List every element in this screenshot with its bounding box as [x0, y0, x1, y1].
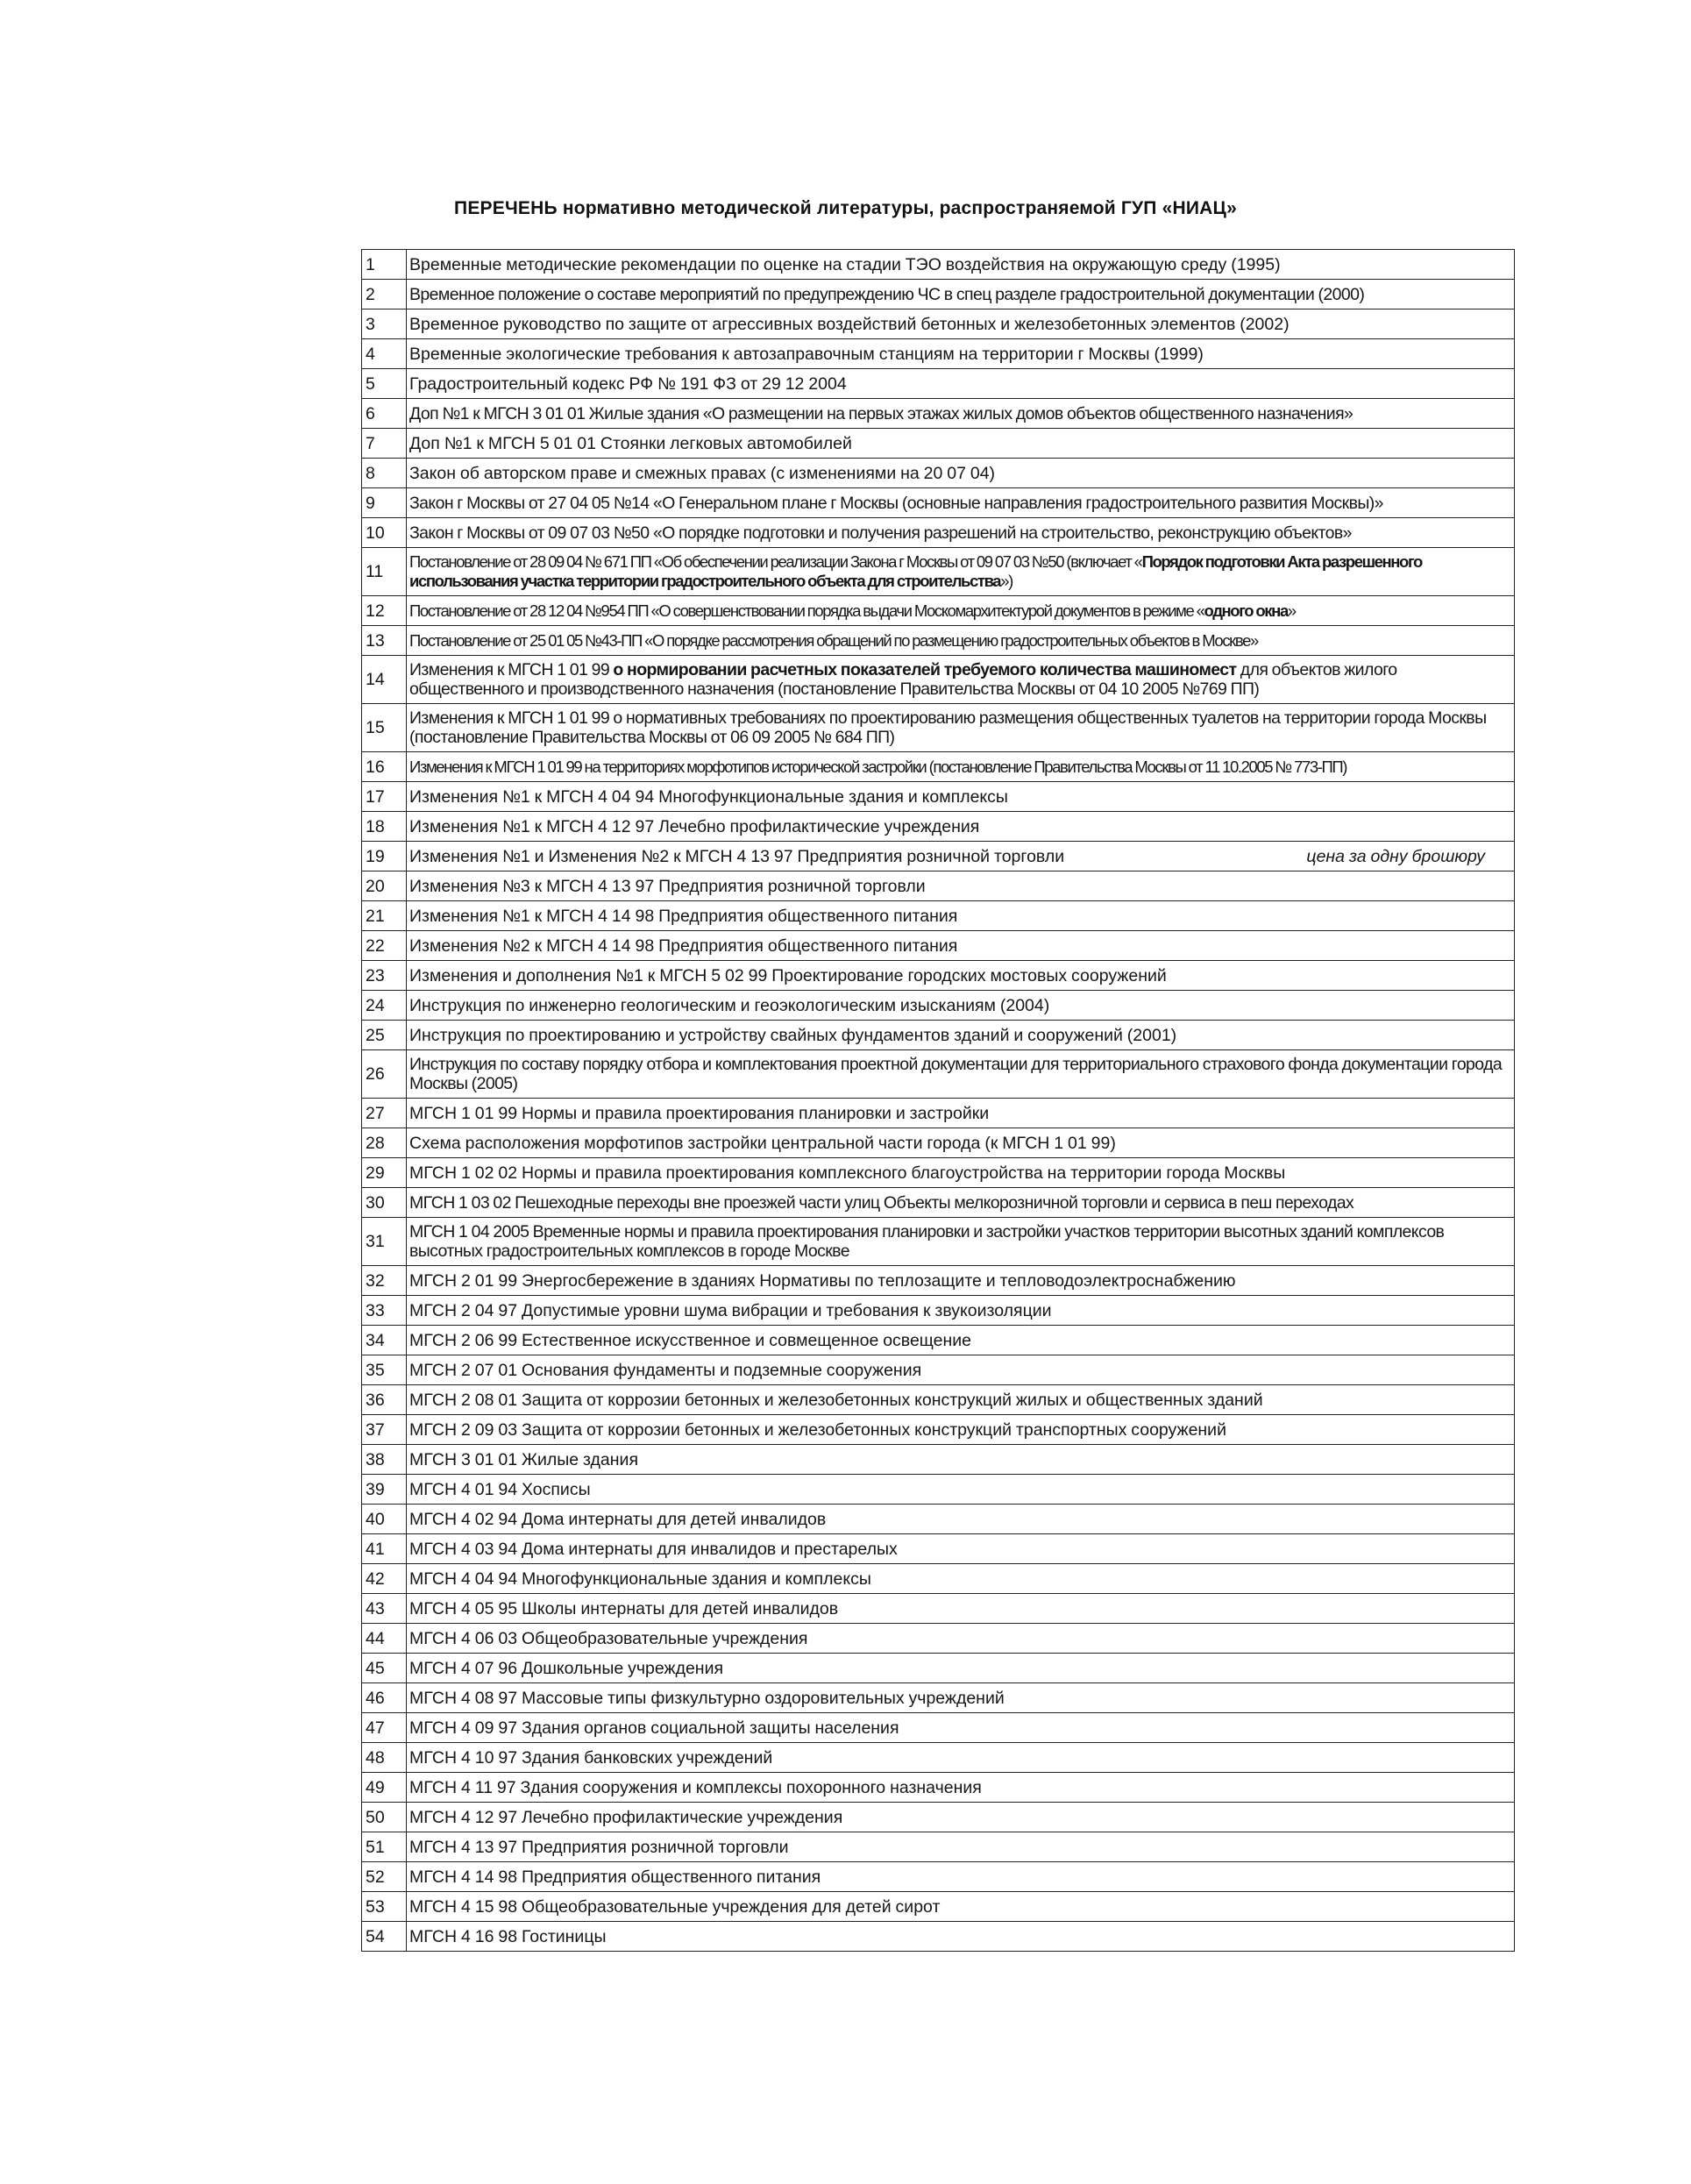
row-title-text: МГСН 4 16 98 Гостиницы: [409, 1926, 607, 1946]
table-row: [362, 1892, 1515, 1922]
table-row: [362, 1624, 1515, 1654]
literature-table-body: [362, 250, 1515, 1952]
row-number: 46: [362, 1683, 407, 1713]
row-number: 24: [362, 991, 407, 1021]
row-number: 54: [362, 1922, 407, 1952]
row-number: 27: [362, 1099, 407, 1128]
table-row: [362, 1266, 1515, 1296]
row-title-text: Инструкция по инженерно геологическим и геоэкологическим изысканиям (2004): [409, 995, 1050, 1015]
row-title: [407, 1803, 1515, 1832]
row-number: 45: [362, 1654, 407, 1683]
row-title: [407, 812, 1515, 842]
row-title-emphasis: о нормировании расчетных показателей требуемого количества машиномест: [613, 660, 1237, 679]
row-title: [407, 1355, 1515, 1385]
table-row: [362, 812, 1515, 842]
row-title: [407, 1654, 1515, 1683]
row-title-text: МГСН 4 06 03 Общеобразовательные учреждения: [409, 1628, 808, 1648]
table-row: [362, 1803, 1515, 1832]
row-title-text: МГСН 4 10 97 Здания банковских учреждений: [409, 1747, 773, 1768]
row-title-text: Временное положение о составе мероприятий по предупреждению ЧС в спец разделе градостроительной документации (2000): [409, 284, 1365, 304]
row-number: 41: [362, 1534, 407, 1564]
row-number: 19: [362, 842, 407, 871]
row-title-text: МГСН 2 08 01 Защита от коррозии бетонных и железобетонных конструкций жилых и общественных зданий: [409, 1390, 1263, 1410]
row-title: [407, 1564, 1515, 1594]
table-row: [362, 991, 1515, 1021]
row-title: [407, 280, 1515, 309]
row-title-text: МГСН 1 03 02 Пешеходные переходы вне проезжей части улиц Объекты мелкорозничной торговли и сервиса в пеш переходах: [409, 1192, 1354, 1213]
table-row: [362, 1922, 1515, 1952]
table-row: [362, 1355, 1515, 1385]
row-title: [407, 1050, 1515, 1099]
row-number: 44: [362, 1624, 407, 1654]
row-number: 25: [362, 1021, 407, 1050]
row-title-text: МГСН 2 01 99 Энергосбережение в зданиях Нормативы по теплозащите и тепловодоэлектроснабжению: [409, 1270, 1236, 1291]
row-title: [407, 656, 1515, 704]
row-title: [407, 429, 1515, 459]
row-number: 39: [362, 1475, 407, 1505]
row-title-text: МГСН 4 04 94 Многофункциональные здания и комплексы: [409, 1569, 871, 1589]
table-row: [362, 1385, 1515, 1415]
row-number: 26: [362, 1050, 407, 1099]
table-row: [362, 961, 1515, 991]
row-title: [407, 1158, 1515, 1188]
row-number: 47: [362, 1713, 407, 1743]
row-title-text: Изменения к МГСН 1 01 99: [409, 660, 614, 679]
row-number: 52: [362, 1862, 407, 1892]
row-title: [407, 596, 1515, 626]
row-title: [407, 991, 1515, 1021]
row-number: 38: [362, 1445, 407, 1475]
row-number: 20: [362, 871, 407, 901]
row-number: 34: [362, 1326, 407, 1355]
row-title: [407, 1385, 1515, 1415]
table-row: [362, 1158, 1515, 1188]
row-number: 14: [362, 656, 407, 704]
row-title-text: Временные методические рекомендации по оценке на стадии ТЭО воздействия на окружающую среду (1995): [409, 254, 1281, 274]
row-title: [407, 1892, 1515, 1922]
table-row: [362, 339, 1515, 369]
row-title: [407, 1862, 1515, 1892]
table-row: [362, 626, 1515, 656]
table-row: [362, 1445, 1515, 1475]
table-row: [362, 429, 1515, 459]
row-title-text: МГСН 1 04 2005 Временные нормы и правила проектирования планировки и застройки участков территории высотных зданий комплексов высотных градостроительных комплексов в городе Москве: [409, 1222, 1445, 1261]
table-row: [362, 1743, 1515, 1773]
row-title: [407, 488, 1515, 518]
table-row: [362, 752, 1515, 782]
row-number: 31: [362, 1218, 407, 1266]
row-number: 4: [362, 339, 407, 369]
row-number: 3: [362, 309, 407, 339]
row-title: [407, 752, 1515, 782]
table-row: [362, 1021, 1515, 1050]
row-title-text: МГСН 4 15 98 Общеобразовательные учреждения для детей сирот: [409, 1896, 941, 1917]
row-title: [407, 1218, 1515, 1266]
row-number: 51: [362, 1832, 407, 1862]
table-row: [362, 1713, 1515, 1743]
row-title: [407, 1266, 1515, 1296]
row-title: [407, 901, 1515, 931]
row-title-text: МГСН 2 07 01 Основания фундаменты и подземные сооружения: [409, 1360, 922, 1380]
row-title-text: МГСН 4 09 97 Здания органов социальной защиты населения: [409, 1718, 899, 1738]
row-title-text: МГСН 4 14 98 Предприятия общественного питания: [409, 1867, 821, 1887]
row-title-text: МГСН 4 11 97 Здания сооружения и комплексы похоронного назначения: [409, 1777, 982, 1797]
literature-table: [361, 249, 1515, 1952]
row-number: 15: [362, 704, 407, 752]
row-title: [407, 626, 1515, 656]
row-title-text: Инструкция по проектированию и устройству свайных фундаментов зданий и сооружений (2001): [409, 1025, 1177, 1045]
row-number: 42: [362, 1564, 407, 1594]
row-title-text: Закон г Москвы от 09 07 03 №50 «О порядке подготовки и получения разрешений на строительство, реконструкцию объектов»: [409, 523, 1352, 543]
row-title-text: МГСН 4 07 96 Дошкольные учреждения: [409, 1658, 724, 1678]
row-title-text: Постановление от 28 12 04 №954 ПП «О совершенствовании порядка выдачи Москомархитектурой документов в режиме «: [409, 601, 1204, 620]
row-title: [407, 309, 1515, 339]
row-title-text: Изменения к МГСН 1 01 99 на территориях морфотипов исторической застройки (постановление Правительства Москвы от 11 10.2005 № 773-ПП): [409, 757, 1347, 776]
row-number: 33: [362, 1296, 407, 1326]
row-title-text: МГСН 1 01 99 Нормы и правила проектирования планировки и застройки: [409, 1103, 990, 1123]
row-title: [407, 961, 1515, 991]
row-number: 36: [362, 1385, 407, 1415]
table-row: [362, 1475, 1515, 1505]
row-title: [407, 1505, 1515, 1534]
table-row: [362, 596, 1515, 626]
table-row: [362, 399, 1515, 429]
row-title-text: МГСН 2 09 03 Защита от коррозии бетонных и железобетонных конструкций транспортных сооружений: [409, 1419, 1226, 1440]
row-title: [407, 1296, 1515, 1326]
row-number: 35: [362, 1355, 407, 1385]
table-row: [362, 369, 1515, 399]
row-title-text: Изменения №2 к МГСН 4 14 98 Предприятия общественного питания: [409, 935, 958, 956]
row-number: 40: [362, 1505, 407, 1534]
row-title: [407, 1188, 1515, 1218]
row-number: 29: [362, 1158, 407, 1188]
document-title: ПЕРЕЧЕНЬ нормативно методической литературы, распространяемой ГУП «НИАЦ»: [454, 198, 1237, 218]
row-number: 5: [362, 369, 407, 399]
table-row: [362, 548, 1515, 596]
row-title-text: МГСН 2 04 97 Допустимые уровни шума вибрации и требования к звукоизоляции: [409, 1300, 1052, 1320]
row-number: 6: [362, 399, 407, 429]
row-title-text: МГСН 4 05 95 Школы интернаты для детей инвалидов: [409, 1598, 839, 1618]
row-title: [407, 1099, 1515, 1128]
row-title-text: Закон об авторском праве и смежных правах (с изменениями на 20 07 04): [409, 463, 996, 483]
table-row: [362, 1188, 1515, 1218]
row-title-text: Изменения №3 к МГСН 4 13 97 Предприятия розничной торговли: [409, 876, 926, 896]
row-title-suffix: »): [1000, 572, 1012, 590]
row-title-text: Закон г Москвы от 27 04 05 №14 «О Генеральном плане г Москвы (основные направления градостроительного развития Москвы)»: [409, 493, 1383, 513]
table-row: [362, 518, 1515, 548]
table-row: [362, 1564, 1515, 1594]
table-row: [362, 1832, 1515, 1862]
row-title-text: МГСН 1 02 02 Нормы и правила проектирования комплексного благоустройства на территории города Москвы: [409, 1163, 1286, 1183]
row-title-suffix: »: [1287, 601, 1296, 620]
row-title: [407, 548, 1515, 596]
row-title: [407, 1534, 1515, 1564]
row-title-text: Изменения и дополнения №1 к МГСН 5 02 99 Проектирование городских мостовых сооружений: [409, 965, 1167, 985]
row-title: [407, 1743, 1515, 1773]
row-title-text: Доп №1 к МГСН 3 01 01 Жилые здания «О размещении на первых этажах жилых домов объектов общественного назначения»: [409, 403, 1354, 423]
row-number: 53: [362, 1892, 407, 1922]
row-title: [407, 339, 1515, 369]
table-row: [362, 842, 1515, 871]
table-row: [362, 1326, 1515, 1355]
row-title-text: Постановление от 25 01 05 №43-ПП «О порядке рассмотрения обращений по размещению градостроительных объектов в Москве»: [409, 630, 1258, 650]
row-number: 32: [362, 1266, 407, 1296]
table-row: [362, 309, 1515, 339]
row-title: [407, 1326, 1515, 1355]
row-number: 21: [362, 901, 407, 931]
row-number: 49: [362, 1773, 407, 1803]
table-row: [362, 1218, 1515, 1266]
row-number: 48: [362, 1743, 407, 1773]
row-title: [407, 931, 1515, 961]
row-number: 7: [362, 429, 407, 459]
row-title: [407, 369, 1515, 399]
table-row: [362, 1128, 1515, 1158]
row-title-text: МГСН 4 08 97 Массовые типы физкультурно оздоровительных учреждений: [409, 1688, 1005, 1708]
row-title-emphasis: одного окна: [1204, 601, 1288, 620]
table-row: [362, 656, 1515, 704]
row-title: [407, 1773, 1515, 1803]
table-row: [362, 250, 1515, 280]
row-title: [407, 1445, 1515, 1475]
row-title: [407, 704, 1515, 752]
row-title-text: Изменения №1 и Изменения №2 к МГСН 4 13 97 Предприятия розничной торговли: [409, 846, 1065, 866]
table-row: [362, 704, 1515, 752]
row-number: 1: [362, 250, 407, 280]
row-number: 28: [362, 1128, 407, 1158]
row-number: 11: [362, 548, 407, 596]
row-number: 37: [362, 1415, 407, 1445]
table-row: [362, 1415, 1515, 1445]
row-number: 50: [362, 1803, 407, 1832]
row-title-text: Изменения к МГСН 1 01 99 о нормативных требованиях по проектированию размещения общественных туалетов на территории города Москвы (постановление Правительства Москвы от 06 09 2005 № 684 ПП): [409, 708, 1487, 747]
row-title-text: МГСН 3 01 01 Жилые здания: [409, 1449, 638, 1469]
row-title-text: МГСН 4 12 97 Лечебно профилактические учреждения: [409, 1807, 843, 1827]
row-title: [407, 459, 1515, 488]
table-row: [362, 1050, 1515, 1099]
price-note: цена за одну брошюру: [1306, 846, 1485, 866]
table-row: [362, 1594, 1515, 1624]
row-title: [407, 399, 1515, 429]
table-row: [362, 782, 1515, 812]
row-title-text: МГСН 4 02 94 Дома интернаты для детей инвалидов: [409, 1509, 827, 1529]
table-row: [362, 871, 1515, 901]
row-title-suffix: для объектов жилого общественного и производственного назначения (постановление Правительства Москвы от 04 10 2005 №769 ПП): [409, 660, 1397, 699]
row-title-text: МГСН 4 03 94 Дома интернаты для инвалидов и престарелых: [409, 1539, 898, 1559]
row-title: [407, 842, 1515, 871]
row-title-text: Градостроительный кодекс РФ № 191 ФЗ от 29 12 2004: [409, 373, 847, 394]
table-row: [362, 1654, 1515, 1683]
table-row: [362, 1683, 1515, 1713]
row-number: 8: [362, 459, 407, 488]
row-title: [407, 518, 1515, 548]
table-row: [362, 1099, 1515, 1128]
table-row: [362, 1534, 1515, 1564]
table-row: [362, 459, 1515, 488]
table-row: [362, 1862, 1515, 1892]
row-title: [407, 1683, 1515, 1713]
row-number: 43: [362, 1594, 407, 1624]
row-title: [407, 1128, 1515, 1158]
row-title: [407, 782, 1515, 812]
row-title-text: Изменения №1 к МГСН 4 04 94 Многофункциональные здания и комплексы: [409, 786, 1008, 807]
row-title: [407, 1594, 1515, 1624]
row-number: 30: [362, 1188, 407, 1218]
row-title: [407, 1713, 1515, 1743]
row-title: [407, 1832, 1515, 1862]
row-number: 12: [362, 596, 407, 626]
table-row: [362, 1773, 1515, 1803]
table-row: [362, 280, 1515, 309]
row-title-emphasis: Порядок подготовки Акта разрешенного использования участка территории градостроительного объекта для строительства: [409, 552, 1422, 590]
row-title: [407, 1922, 1515, 1952]
row-number: 13: [362, 626, 407, 656]
row-title-text: Доп №1 к МГСН 5 01 01 Стоянки легковых автомобилей: [409, 433, 852, 453]
row-title-text: Изменения №1 к МГСН 4 14 98 Предприятия общественного питания: [409, 906, 958, 926]
row-title-text: МГСН 4 13 97 Предприятия розничной торговли: [409, 1837, 789, 1857]
table-row: [362, 901, 1515, 931]
row-number: 17: [362, 782, 407, 812]
row-title: [407, 1415, 1515, 1445]
row-number: 10: [362, 518, 407, 548]
row-number: 18: [362, 812, 407, 842]
table-row: [362, 1505, 1515, 1534]
table-row: [362, 1296, 1515, 1326]
row-number: 23: [362, 961, 407, 991]
row-title-text: Постановление от 28 09 04 № 671 ПП «Об обеспечении реализации Закона г Москвы от 09 07 03 №50 (включает «: [409, 552, 1142, 571]
row-title: [407, 1624, 1515, 1654]
row-title-text: Инструкция по составу порядку отбора и комплектования проектной документации для территориального страхового фонда документации города Москвы (2005): [409, 1055, 1503, 1093]
row-title-text: МГСН 4 01 94 Хосписы: [409, 1479, 591, 1499]
row-title: [407, 250, 1515, 280]
row-title-text: МГСН 2 06 99 Естественное искусственное и совмещенное освещение: [409, 1330, 971, 1350]
row-number: 9: [362, 488, 407, 518]
row-title: [407, 871, 1515, 901]
row-title-text: Изменения №1 к МГСН 4 12 97 Лечебно профилактические учреждения: [409, 816, 980, 836]
row-number: 16: [362, 752, 407, 782]
row-title-text: Временное руководство по защите от агрессивных воздействий бетонных и железобетонных элементов (2002): [409, 314, 1290, 334]
row-title-text: Схема расположения морфотипов застройки центральной части города (к МГСН 1 01 99): [409, 1133, 1116, 1153]
row-title: [407, 1475, 1515, 1505]
row-number: 2: [362, 280, 407, 309]
row-title: [407, 1021, 1515, 1050]
row-title-text: Временные экологические требования к автозаправочным станциям на территории г Москвы (1999): [409, 344, 1204, 364]
row-number: 22: [362, 931, 407, 961]
table-row: [362, 488, 1515, 518]
table-row: [362, 931, 1515, 961]
